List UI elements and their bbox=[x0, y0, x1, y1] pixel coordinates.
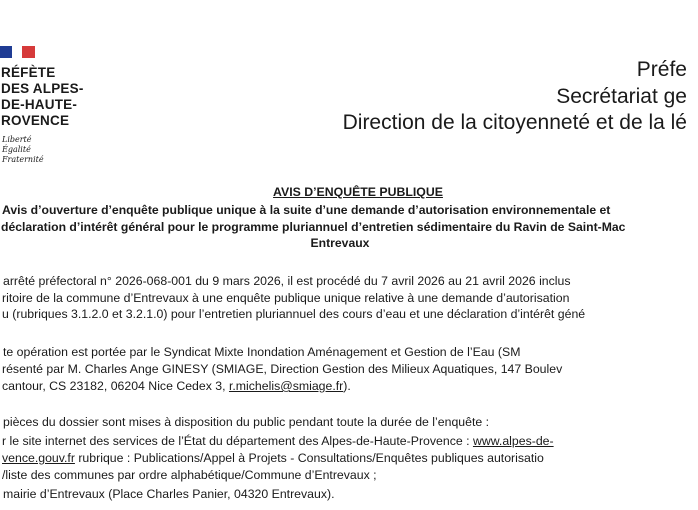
para2-line-3-text: cantour, CS 23182, 06204 Nice Cedex 3, bbox=[2, 379, 226, 393]
para1-line-1: arrêté préfectoral n° 2026-068-001 du 9 mars 2026, il est procédé du 7 avril 2026 au 21 avril 2026 inclus bbox=[3, 274, 571, 288]
para2-line-2: résenté par M. Charles Ange GINESY (SMIAGE, Direction Gestion des Milieux Aquatiques, 147 Boulev bbox=[2, 362, 563, 376]
notice-title: AVIS D’ENQUÊTE PUBLIQUE bbox=[273, 185, 443, 199]
para1-line-3: u (rubriques 3.1.2.0 et 3.2.1.0) pour l’entretien pluriannuel des cours d’eau et une déclaration d’intérêt géné bbox=[2, 307, 586, 321]
notice-subtitle-line-1: Avis d’ouverture d’enquête publique unique à la suite d’une demande d’autorisation environnementale et bbox=[2, 203, 611, 217]
para3-item2: mairie d’Entrevaux (Place Charles Panier, 04320 Entrevaux). bbox=[3, 487, 335, 501]
header-prefecture: Préfe bbox=[636, 58, 687, 81]
notice-subtitle-line-3: Entrevaux bbox=[310, 236, 370, 250]
para3-item1-line-1 bbox=[2, 434, 554, 448]
prefecture-name-line-4: ROVENCE bbox=[1, 113, 70, 128]
french-flag-logo bbox=[0, 46, 35, 58]
para2-line-3 bbox=[2, 379, 351, 393]
prefecture-name-line-2: DES ALPES- bbox=[1, 81, 84, 96]
para3-item1-text: r le site internet des services de l’État du département des Alpes-de-Haute-Provence : bbox=[2, 434, 470, 448]
motto-egalite: Égalité bbox=[2, 145, 31, 154]
header-direction: Direction de la citoyenneté et de la lé bbox=[342, 111, 687, 134]
para2-line-3-end: ). bbox=[343, 379, 351, 393]
motto-liberte: Liberté bbox=[2, 135, 32, 144]
para3-item1-line-2 bbox=[2, 451, 544, 465]
prefecture-website-link-end[interactable]: vence.gouv.fr bbox=[2, 451, 75, 465]
para1-line-2: ritoire de la commune d’Entrevaux à une enquête publique unique relative à une demande d’autorisation bbox=[2, 291, 570, 305]
prefecture-name-line-3: DE-HAUTE- bbox=[1, 97, 78, 112]
notice-subtitle-line-2: déclaration d’intérêt général pour le programme pluriannuel d’entretien sédimentaire du Ravin de Saint-Mac bbox=[1, 220, 626, 234]
email-link[interactable]: r.michelis@smiage.fr bbox=[228, 379, 344, 393]
para3-item1-rubrique: rubrique : Publications/Appel à Projets - Consultations/Enquêtes publiques autorisatio bbox=[74, 451, 544, 465]
para3-item1-line-3: /liste des communes par ordre alphabétique/Commune d’Entrevaux ; bbox=[2, 468, 377, 482]
prefecture-name-line-1: RÉFÈTE bbox=[1, 65, 56, 80]
prefecture-website-link[interactable]: www.alpes-de- bbox=[472, 434, 554, 448]
para2-line-1: te opération est portée par le Syndicat Mixte Inondation Aménagement et Gestion de l’Eau (SM bbox=[3, 345, 521, 359]
header-secretariat: Secrétariat ge bbox=[556, 85, 687, 108]
motto-fraternite: Fraternité bbox=[2, 155, 44, 164]
para3-intro: pièces du dossier sont mises à disposition du public pendant toute la durée de l’enquête : bbox=[3, 415, 490, 429]
